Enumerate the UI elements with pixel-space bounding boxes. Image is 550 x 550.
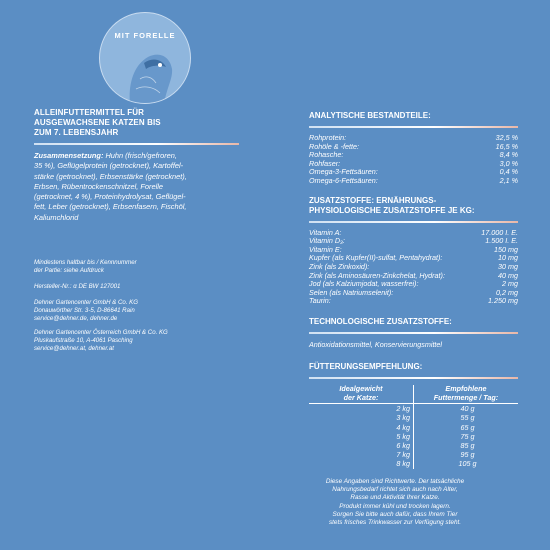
title-line: ZUM 7. LEBENSJAHR (34, 128, 119, 137)
best-before (34, 259, 239, 275)
amount-cell: 85 g (460, 440, 475, 450)
note-line: Sorgen Sie bitte auch dafür, dass Ihrem Tier (332, 510, 458, 518)
feeding-table (309, 385, 518, 469)
additives-table (309, 229, 518, 306)
row-value: 17.000 I. E. (481, 227, 518, 237)
address-line: Dehner Gartencenter Österreich GmbH & Co. KG (34, 329, 168, 337)
address-line: Donauwörther Str. 3-5, D-86641 Rain (34, 307, 135, 315)
header-line: Futtermenge / Tag: (433, 392, 499, 402)
row-label: Zink (als Aminosäuren-Zinkchelat, Hydrat): (309, 270, 445, 280)
manufacturer-number: Hersteller-Nr.: α DE BW 127001 (34, 283, 121, 291)
amount-cell: 40 g (460, 404, 475, 414)
row-value: 2,1 % (499, 175, 518, 185)
composition-line: stärke (getrocknet), Erbsenstärke (getrocknet), (34, 171, 187, 181)
note-line: Diese Angaben sind Richtwerte. Der tatsächliche (325, 478, 465, 485)
divider (309, 126, 518, 128)
row-value: 8,4 % (499, 150, 518, 160)
note-line: Rasse und Aktivität Ihrer Katze. (350, 494, 440, 502)
row-label: Rohprotein: (309, 133, 347, 142)
row-label: Vitamin A: (309, 227, 342, 237)
product-title (34, 108, 239, 138)
amount-cell: 55 g (460, 413, 475, 423)
divider (309, 377, 518, 379)
table-row (309, 289, 518, 298)
header-line: Idealgewicht (339, 383, 383, 393)
address-germany (34, 299, 239, 323)
composition-line: fett, Leber (getrocknet), Erbsenfasern, Fischöl, (34, 202, 187, 212)
row-value: 40 mg (498, 270, 518, 280)
row-label: Rohöle & -fette: (309, 141, 359, 151)
additives-title-line: ZUSATZSTOFFE: ERNÄHRUNGS- (309, 195, 437, 205)
table-row (309, 432, 518, 441)
row-label: Vitamin D₃: (309, 236, 345, 246)
divider (309, 221, 518, 223)
row-label: Selen (als Natriumselenit): (309, 287, 394, 297)
row-value: 10 mg (498, 253, 518, 263)
amount-header (414, 385, 519, 404)
note-line: stets frisches Trinkwasser zur Verfügung steht. (328, 519, 462, 527)
amount-cell: 95 g (460, 450, 475, 460)
tech-text: Antioxidationsmittel, Konservierungsmittel (309, 339, 443, 349)
weight-cell: 6 kg (309, 441, 414, 450)
composition-line: Erbsen, Rübentrockenschnitzel, Forelle (34, 181, 163, 191)
row-value: 16,5 % (495, 141, 518, 151)
address-line: service@dehner.de, dehner.de (34, 315, 118, 323)
row-label: Kupfer (als Kupfer(II)-sulfat, Pentahydrat): (309, 253, 443, 263)
row-label: Vitamin E: (309, 244, 342, 254)
header-line: Empfohlene (445, 383, 487, 393)
address-line: Dehner Gartencenter GmbH & Co. KG (34, 299, 138, 307)
note-line: Nahrungsbedarf richtet sich auch nach Alter, (332, 486, 458, 494)
address-line: service@dehner.at, dehner.at (34, 345, 114, 353)
row-label: Rohfaser: (309, 158, 341, 168)
additives-title-line: PHYSIOLOGISCHE ZUSATZSTOFFE JE KG: (309, 205, 475, 215)
weight-cell: 5 kg (309, 432, 414, 441)
right-column (309, 111, 518, 469)
table-row (309, 441, 518, 450)
analytic-title: ANALYTISCHE BESTANDTEILE: (309, 111, 431, 120)
row-label: Jod (als Kalziumjodat, wasserfrei): (309, 279, 419, 289)
row-value: 0,4 % (499, 167, 518, 177)
best-before-line: der Partie: siehe Aufdruck (34, 267, 104, 275)
row-value: 150 mg (494, 244, 518, 254)
row-value: 2 mg (502, 279, 518, 289)
composition-line: Kaliumchlorid (34, 212, 79, 222)
composition-line: (getrocknet, 4 %), Proteinhydrolysat, Geflügel- (34, 192, 186, 202)
best-before-line: Mindestens haltbar bis / Kennnummer (34, 259, 137, 267)
row-label: Rohasche: (309, 150, 344, 160)
weight-cell: 8 kg (309, 459, 414, 468)
row-label: Omega-3-Fettsäuren: (309, 167, 378, 177)
row-value: 1.250 mg (488, 296, 518, 306)
weight-header (309, 385, 414, 404)
row-label: Omega-6-Fettsäuren: (309, 175, 378, 185)
table-row (309, 404, 518, 414)
composition-line: 35 %), Geflügelprotein (getrocknet), Kartoffel- (34, 161, 184, 171)
weight-cell: 4 kg (309, 423, 414, 432)
weight-cell: 3 kg (309, 413, 414, 422)
weight-cell: 2 kg (309, 404, 414, 414)
header-line: der Katze: (343, 392, 379, 402)
table-row (309, 413, 518, 422)
feeding-title: FÜTTERUNGSEMPFEHLUNG: (309, 361, 423, 371)
composition (34, 151, 239, 223)
row-value: 3,0 % (499, 158, 518, 168)
table-row (309, 459, 518, 468)
composition-line: Huhn (frisch/gefroren, (103, 151, 177, 160)
composition-label: Zusammensetzung: (34, 151, 104, 160)
trout-badge (99, 12, 191, 104)
divider (34, 143, 239, 145)
table-row (309, 151, 518, 160)
badge-label: MIT FORELLE (114, 31, 176, 40)
title-line: ALLEINFUTTERMITTEL FÜR (34, 108, 145, 117)
weight-cell: 7 kg (309, 450, 414, 459)
table-row (309, 177, 518, 186)
tech-title: TECHNOLOGISCHE ZUSATZSTOFFE: (309, 316, 452, 326)
divider (309, 332, 518, 334)
table-row (309, 423, 518, 432)
note-line: Produkt immer kühl und trocken lagern. (339, 502, 451, 510)
row-value: 32,5 % (495, 133, 518, 142)
amount-cell: 65 g (460, 422, 475, 432)
address-line: Pluskaufstraße 10, A-4061 Pasching (34, 337, 133, 345)
additives-title (309, 196, 518, 216)
table-row (309, 297, 518, 306)
amount-cell: 105 g (458, 459, 477, 469)
title-line: AUSGEWACHSENE KATZEN BIS (34, 118, 161, 127)
row-label: Zink (als Zinkoxid): (309, 261, 370, 271)
row-value: 1.500 I. E. (485, 236, 518, 246)
analytic-table (309, 134, 518, 186)
table-row (309, 450, 518, 459)
amount-cell: 75 g (460, 431, 475, 441)
row-label: Taurin: (309, 296, 331, 306)
row-value: 30 mg (498, 261, 518, 271)
feeding-note (270, 478, 520, 527)
left-column (34, 108, 239, 353)
row-value: 0,2 mg (496, 287, 518, 297)
trout-fish-icon (100, 13, 191, 104)
address-austria (34, 329, 239, 353)
